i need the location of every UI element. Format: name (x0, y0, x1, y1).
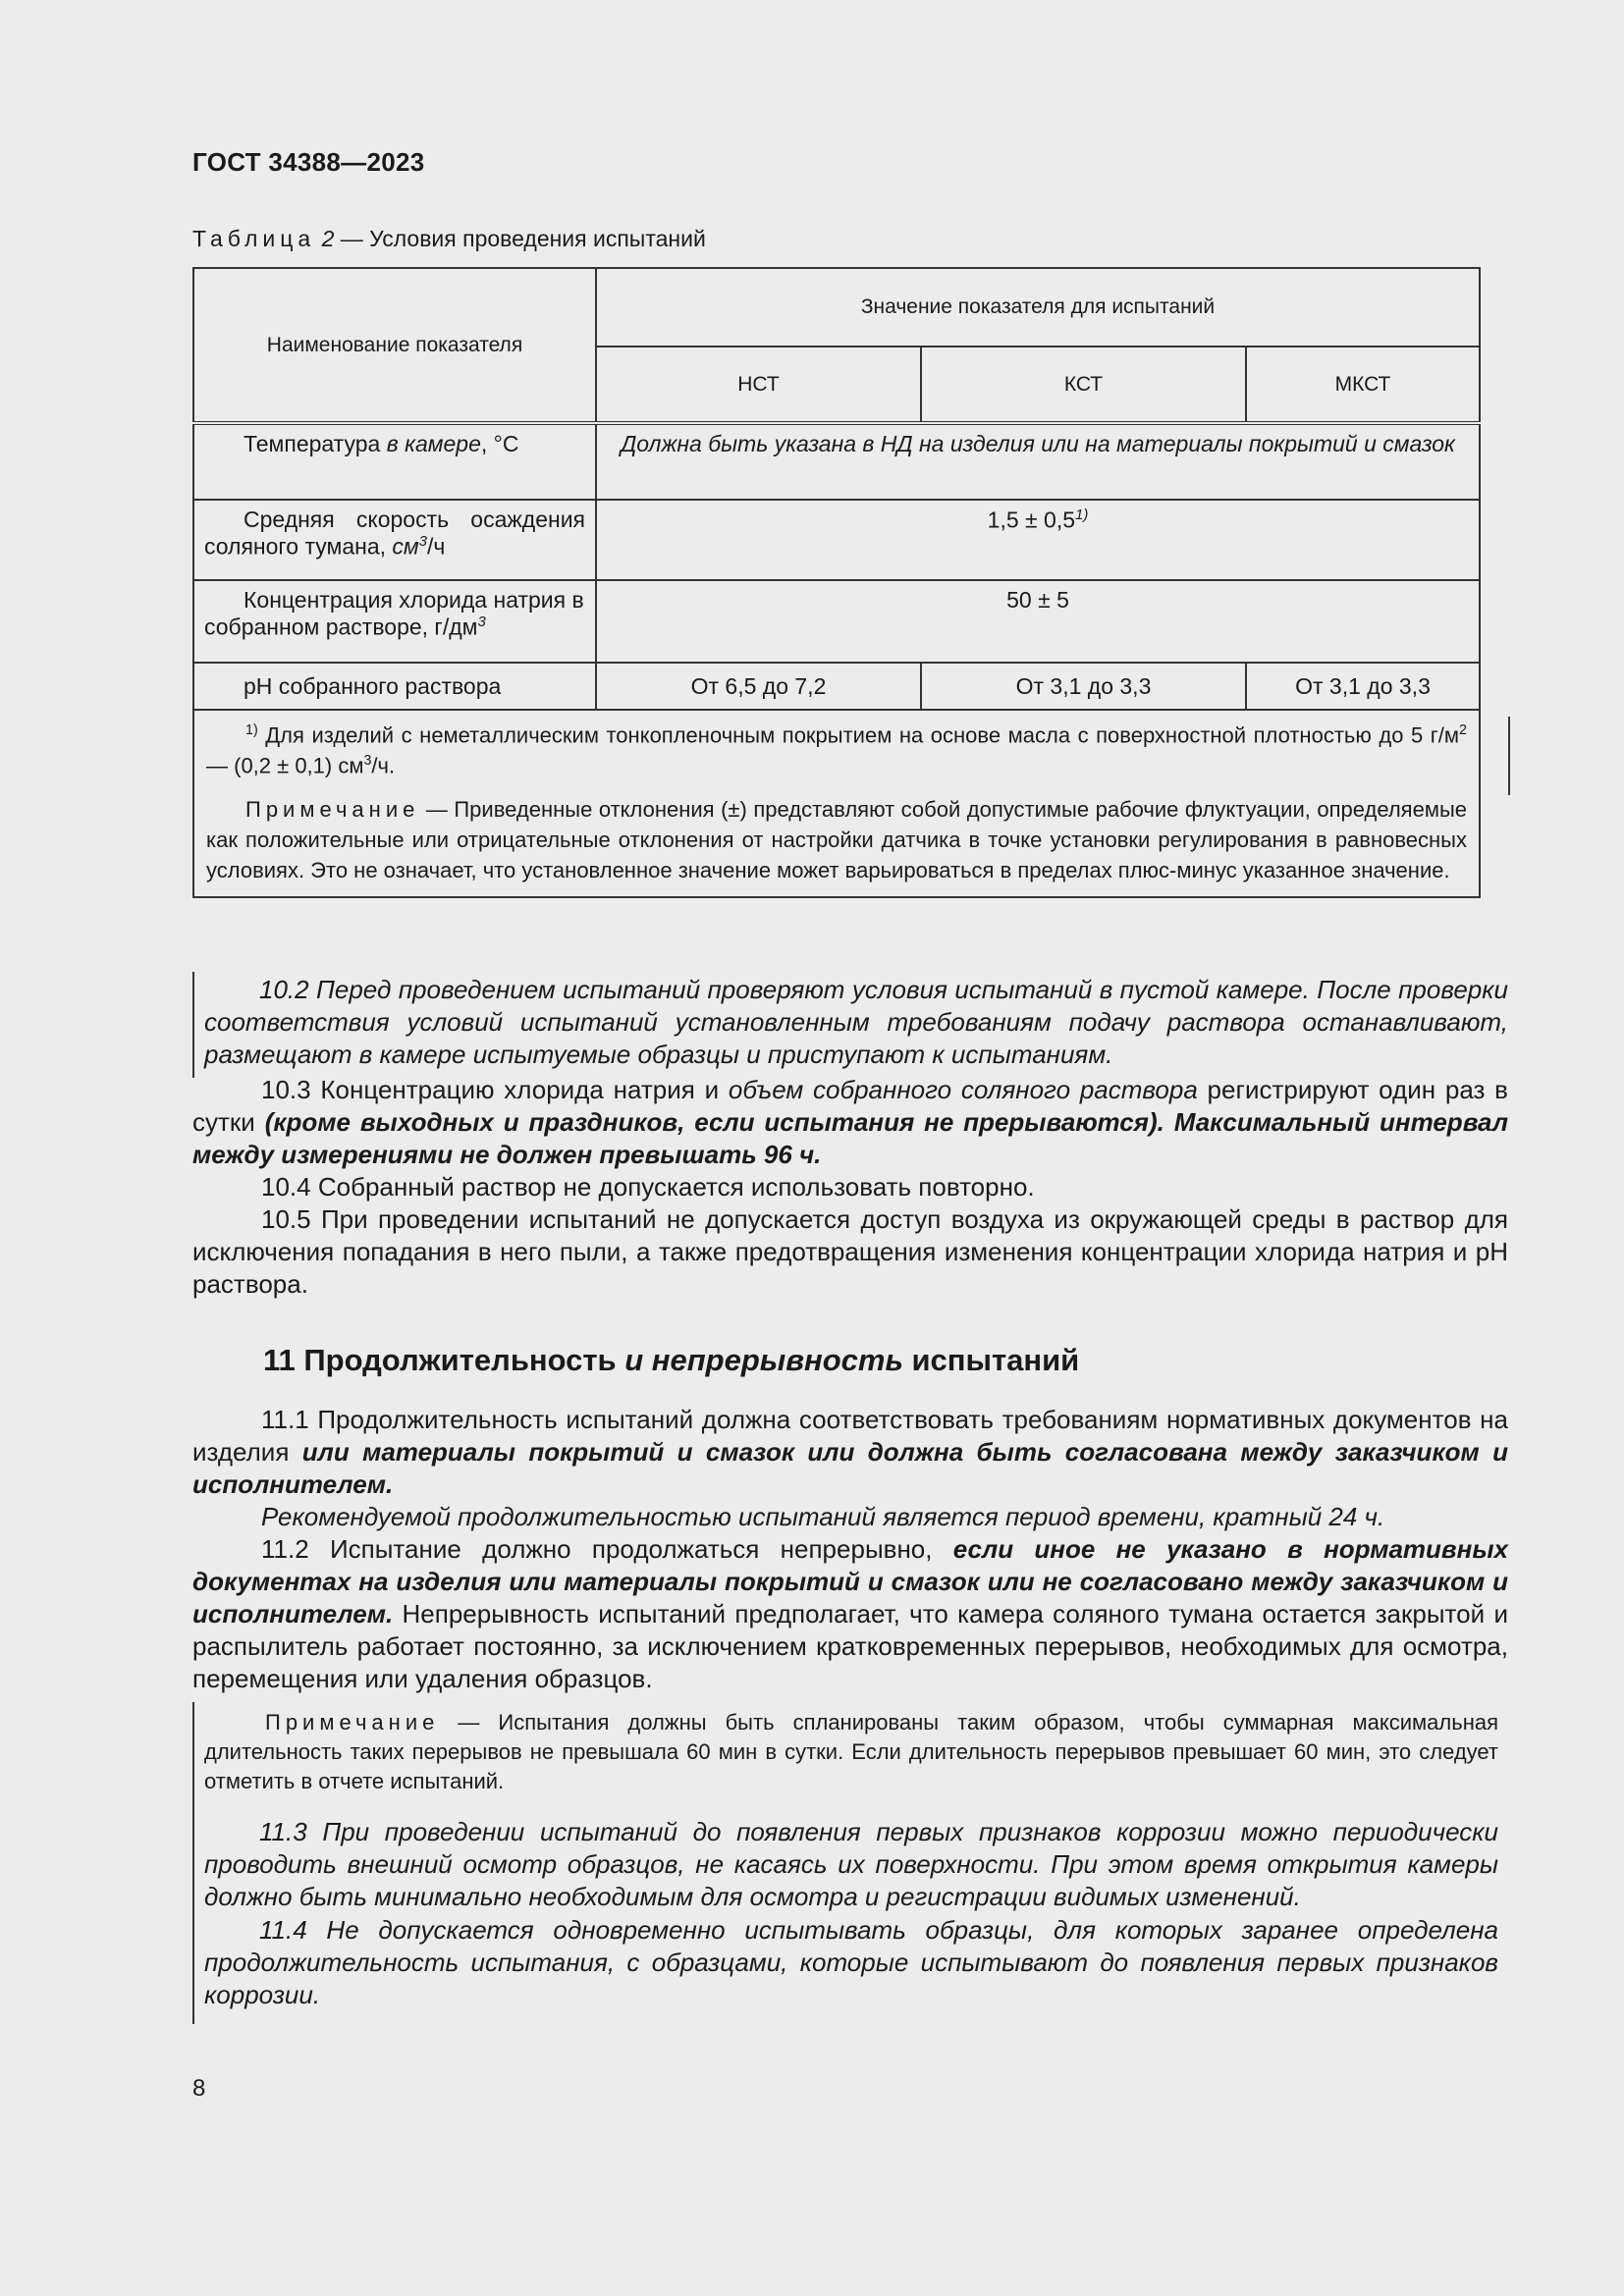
subheader-nst: НСТ (596, 347, 921, 423)
row-ph-mkst: От 3,1 до 3,3 (1246, 663, 1480, 710)
table-note: Примечание — Приведенные отклонения (±) представляют собой допустимые рабочие флуктуации, определяемые как положительные или отрицательные отклонения от настройки датчика в точке установки регулирования в равновесных условиях. Это не означает, что установленное значение может варьироваться в пределах плюс-минус указанное значение. (206, 797, 1467, 882)
change-bar (192, 1702, 194, 2024)
row-ph-name: рН собранного раствора (193, 663, 596, 710)
row-nacl-name: Концентрация хлорида натрия в собранном растворе, $г/дм^3$ (193, 580, 596, 663)
paragraph-11-2: 11.2 Испытание должно продолжаться непрерывно, если иное не указано в нормативных документах на изделия или материалы покрытий и смазок или не согласовано между заказчиком и исполнителем. Непрерывность испытаний предполагает, что камера соляного тумана остается закрытой и распылитель работает постоянно, за исключением кратковременных перерывов, необходимых для осмотра, перемещения или удаления образцов. (192, 1534, 1508, 1693)
table-notes (193, 710, 1480, 897)
section-11-title: 11 Продолжительность и непрерывность испытаний (263, 1343, 1080, 1377)
paragraph-10-4: 10.4 Собранный раствор не допускается использовать повторно. (261, 1172, 1035, 1201)
row-fog-rate-name: Средняя скорость осаждения соляного тумана, $см^3/ч$ (193, 500, 596, 580)
paragraph-11-4: 11.4 Не допускается одновременно испытывать образцы, для которых заранее определена продолжительность испытания, с образцами, которые испытывают до появления первых признаков коррозии. (204, 1915, 1498, 2009)
change-bar (192, 972, 194, 1078)
document-header: ГОСТ 34388—2023 (192, 147, 425, 177)
paragraph-11-3: 11.3 При проведении испытаний до появления первых признаков коррозии можно периодически проводить внешний осмотр образцов, не касаясь их поверхности. При этом время открытия камеры должно быть минимально необходимым для осмотра и регистрации видимых изменений. (204, 1817, 1498, 1911)
col-value-header: Значение показателя для испытаний (596, 268, 1480, 347)
page-number: 8 (192, 2075, 206, 2102)
table-caption-number: 2 (321, 226, 335, 251)
subheader-mkst: МКСТ (1246, 347, 1480, 423)
col-name-header: Наименование показателя (193, 268, 596, 423)
paragraph-11-1: 11.1 Продолжительность испытаний должна соответствовать требованиям нормативных документов на изделия или материалы покрытий и смазок или должна быть согласована между заказчиком и исполнителем. (192, 1405, 1508, 1499)
paragraph-11-1-recommendation: Рекомендуемой продолжительностью испытаний является период времени, кратный 24 ч. (261, 1502, 1385, 1531)
table-caption (192, 226, 706, 252)
note-11-2: Примечание — Испытания должны быть спланированы таким образом, чтобы суммарная максимальная длительность таких перерывов не превышала 60 мин в сутки. Если длительность перерывов превышает 60 мин, это следует отметить в отчете испытаний. (204, 1710, 1498, 1793)
change-bar (1508, 717, 1510, 795)
table-caption-word: Таблица (192, 226, 316, 251)
row-nacl-value: 50 ± 5 (596, 580, 1480, 663)
conditions-table (192, 267, 1481, 898)
row-ph-kst: От 3,1 до 3,3 (921, 663, 1246, 710)
subheader-kst: КСТ (921, 347, 1246, 423)
row-fog-rate-value: $1,5 \pm 0,5^{1)}$ (596, 500, 1480, 580)
paragraph-10-3: 10.3 Концентрацию хлорида натрия и объем собранного соляного раствора регистрируют один раз в сутки (кроме выходных и праздников, если испытания не прерываются). Максимальный интервал между измерениями не должен превышать 96 ч. (192, 1075, 1509, 1169)
paragraph-10-5: 10.5 При проведении испытаний не допускается доступ воздуха из окружающей среды в раствор для исключения попадания в него пыли, а также предотвращения изменения концентрации хлорида натрия и рН раствора. (192, 1204, 1508, 1299)
row-ph-nst: От 6,5 до 7,2 (596, 663, 921, 710)
table-footnote: $^{1)}$ Для изделий с неметаллическим тонкопленочным покрытием на основе масла с поверхностной плотностью до 5 $г/м^2$ — (0,2 ± 0,1) $см^3/ч$. (206, 722, 1467, 778)
row-temperature-value: Должна быть указана в НД на изделия или на материалы покрытий и смазок (596, 423, 1480, 500)
row-temperature-name: Температура в камере, °С (193, 423, 596, 500)
table-caption-title: — Условия проведения испытаний (334, 226, 706, 251)
paragraph-10-2: 10.2 Перед проведением испытаний проверяют условия испытаний в пустой камере. После проверки соответствия условий испытаний установленным требованиям подачу раствора останавливают, размещают в камере испытуемые образцы и приступают к испытаниям. (204, 975, 1508, 1069)
